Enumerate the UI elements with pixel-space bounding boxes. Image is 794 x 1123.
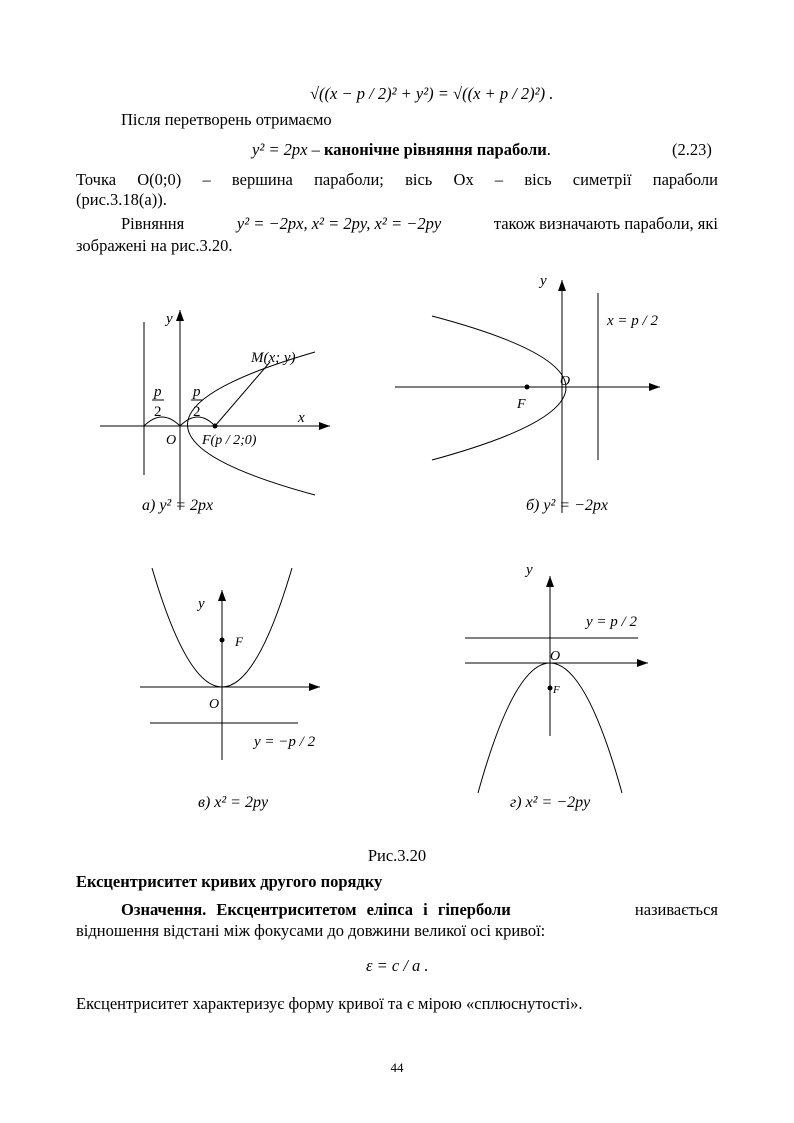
eccentricity-description: Ексцентриситет характеризує форму кривої та є мірою «сплюснутості». bbox=[76, 994, 583, 1013]
fig-a-caption: а) y² = 2px bbox=[142, 497, 214, 514]
fig-b-caption: б) y² = −2px bbox=[526, 497, 608, 514]
fig-a-parabola bbox=[188, 352, 316, 495]
fig-b-x-arrow bbox=[649, 383, 660, 391]
canonical-equation: y² = 2px bbox=[252, 140, 308, 159]
fig-a-label-F: F(p / 2;0) bbox=[202, 433, 257, 448]
fig-a-frac1-den: 2 bbox=[154, 404, 162, 420]
after-transform-text: Після перетворень отримаємо bbox=[121, 110, 332, 129]
equations-math: y² = −2px, x² = 2py, x² = −2py bbox=[236, 214, 442, 233]
fig-d-label-y: y bbox=[526, 562, 533, 578]
fig-c-label-F: F bbox=[235, 634, 243, 649]
fig-a-frac2-den: 2 bbox=[193, 404, 201, 420]
fig-b-label-O: O bbox=[560, 374, 571, 389]
fig-c-focus-point bbox=[220, 638, 225, 643]
definition-rest: називається bbox=[634, 900, 718, 919]
fig-b-label-y: y bbox=[540, 273, 547, 289]
fig-c-y-arrow bbox=[218, 590, 226, 601]
fig-a-label-x: x bbox=[298, 410, 305, 426]
fig-a-left-arc bbox=[144, 417, 180, 426]
fig-c-x-arrow bbox=[309, 683, 320, 691]
equation-number: (2.23) bbox=[672, 140, 712, 159]
definition-line2: відношення відстані між фокусами до довжини великої осі кривої: bbox=[76, 921, 546, 940]
fig-b-parabola bbox=[432, 316, 566, 460]
definition-term: Означення. Ексцентриситетом еліпса і гіперболи bbox=[121, 900, 511, 919]
fig-d-caption: г) x² = −2py bbox=[510, 794, 591, 811]
focal-distance-equation: √((x − p / 2)² + y²) = √((x + p / 2)²) . bbox=[310, 84, 554, 103]
fig-d-focus-point bbox=[548, 686, 553, 691]
fig-b-y-arrow bbox=[558, 280, 566, 291]
canonical-label: канонічне рівняння параболи bbox=[323, 140, 547, 159]
fig-d-y-arrow bbox=[546, 576, 554, 587]
fig-c-caption: в) x² = 2py bbox=[198, 794, 269, 811]
fig-a-label-y: y bbox=[166, 311, 173, 327]
fig-a-frac2-num: p bbox=[193, 384, 201, 400]
fig-b-label-F: F bbox=[517, 397, 526, 412]
equations-suffix: також визначають параболи, які bbox=[493, 214, 718, 233]
figure-b bbox=[390, 268, 690, 530]
section-heading: Ексцентриситет кривих другого порядку bbox=[76, 872, 383, 891]
figure-c bbox=[130, 560, 350, 820]
fig-a-focus-point bbox=[213, 424, 218, 429]
figure-d bbox=[460, 556, 680, 820]
vertex-paragraph-line2: (рис.3.18(a)). bbox=[76, 190, 167, 209]
eccentricity-formula: ε = c / a . bbox=[366, 956, 429, 975]
fig-a-label-O: O bbox=[166, 433, 177, 448]
equations-paragraph-line1 bbox=[121, 214, 718, 234]
figure-a bbox=[80, 300, 360, 530]
equations-paragraph-line2: зображені на рис.3.20. bbox=[76, 236, 233, 255]
canonical-dash: – bbox=[311, 140, 320, 159]
fig-a-x-arrow bbox=[319, 422, 330, 430]
fig-d-label-O: O bbox=[550, 649, 561, 664]
fig-d-label-F: F bbox=[553, 684, 560, 696]
canonical-dot: . bbox=[546, 140, 551, 159]
fig-c-label-O: O bbox=[209, 697, 220, 712]
fig-c-directrix-label: y = −p / 2 bbox=[254, 734, 316, 750]
canonical-equation-line bbox=[252, 140, 551, 160]
fig-a-y-arrow bbox=[176, 310, 184, 321]
fig-d-directrix-label: y = p / 2 bbox=[586, 614, 637, 630]
fig-a-label-M: M(x; y) bbox=[251, 350, 296, 366]
vertex-paragraph-line1: Точка O(0;0) – вершина параболи; вісь Ox – вісь симетрії параболи bbox=[76, 170, 718, 189]
fig-d-x-arrow bbox=[637, 659, 648, 667]
definition-line1 bbox=[121, 900, 718, 920]
fig-a-frac1-num: p bbox=[154, 384, 162, 400]
equations-prefix: Рівняння bbox=[121, 214, 185, 233]
fig-a-focal-segment bbox=[215, 362, 270, 426]
page-number: 44 bbox=[390, 1060, 404, 1075]
fig-b-focus-point bbox=[525, 385, 530, 390]
figure-caption: Рис.3.20 bbox=[367, 846, 427, 865]
fig-c-label-y: y bbox=[198, 596, 205, 612]
fig-b-directrix-label: x = p / 2 bbox=[607, 313, 658, 329]
